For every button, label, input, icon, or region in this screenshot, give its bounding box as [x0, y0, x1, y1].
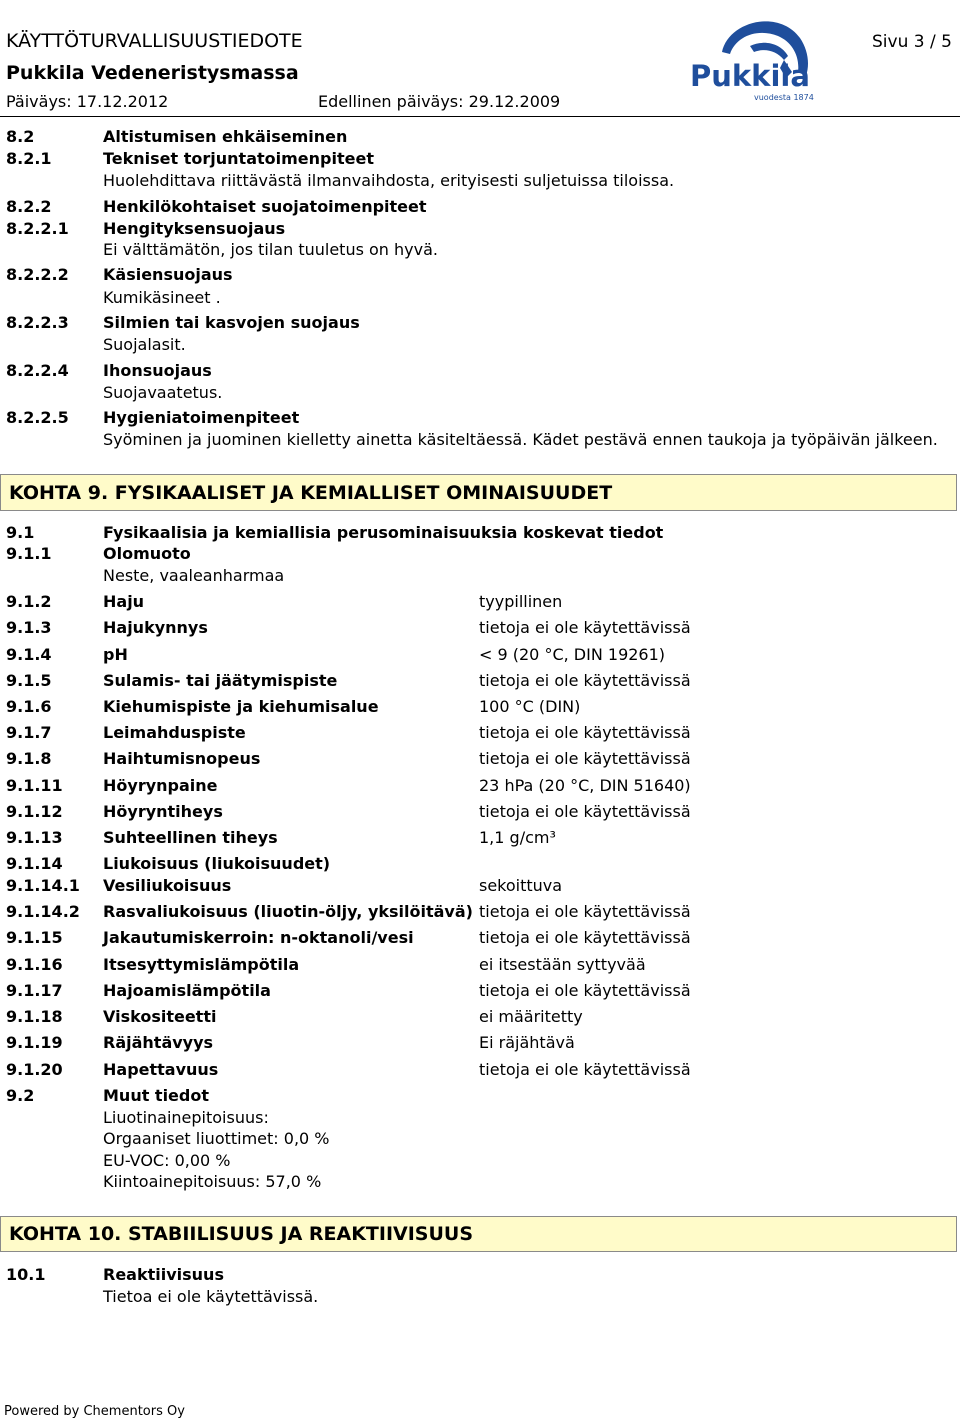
property-value: tietoja ei ole käytettävissä	[479, 981, 691, 1000]
property-value: tietoja ei ole käytettävissä	[479, 618, 691, 637]
subsection-text: Suojalasit.	[103, 335, 186, 354]
subsection-number: 8.2.2.1	[6, 219, 69, 238]
property-label: Jakautumiskerroin: n-oktanoli/vesi	[103, 928, 414, 947]
subsection-number: 8.2.1	[6, 149, 52, 168]
property-number: 9.1.11	[6, 776, 63, 795]
subsection-label: Hygieniatoimenpiteet	[103, 408, 300, 427]
property-number: 9.1.16	[6, 955, 63, 974]
section-heading: KOHTA 10. STABIILISUUS JA REAKTIIVISUUS	[9, 1223, 474, 1245]
document-title: KÄYTTÖTURVALLISUUSTIEDOTE	[6, 30, 303, 52]
property-label: Kiehumispiste ja kiehumisalue	[103, 697, 379, 716]
property-label: Höyryntiheys	[103, 802, 223, 821]
property-value: tietoja ei ole käytettävissä	[479, 671, 691, 690]
property-value: < 9 (20 °C, DIN 19261)	[479, 645, 666, 664]
property-number: 9.1.4	[6, 645, 52, 664]
property-number: 9.1.14.1	[6, 876, 80, 895]
other-info-line: Kiintoainepitoisuus: 57,0 %	[103, 1172, 322, 1191]
subsection-label: Liukoisuus (liukoisuudet)	[103, 854, 331, 873]
property-value: tyypillinen	[479, 592, 563, 611]
property-number: 9.1.8	[6, 749, 52, 768]
subsection-number: 8.2.2.5	[6, 408, 69, 427]
subsection-label: Olomuoto	[103, 544, 191, 563]
issue-date: Päiväys: 17.12.2012	[6, 92, 169, 111]
subsection-text: Neste, vaaleanharmaa	[103, 566, 285, 585]
subsection-number: 9.2	[6, 1086, 35, 1105]
property-value: tietoja ei ole käytettävissä	[479, 902, 691, 921]
property-label: Rasvaliukoisuus (liuotin-öljy, yksilöitävä)	[103, 902, 473, 921]
subsection-number: 9.1.14	[6, 854, 63, 873]
property-label: Itsesyttymislämpötila	[103, 955, 300, 974]
other-info-line: Liuotinainepitoisuus:	[103, 1108, 269, 1127]
property-number: 9.1.14.2	[6, 902, 80, 921]
section-10-heading-box	[0, 1216, 957, 1252]
property-label: Leimahduspiste	[103, 723, 246, 742]
goat-logo-icon	[688, 12, 814, 104]
subsection-text: Huolehdittava riittävästä ilmanvaihdosta, erityisesti suljetuissa tiloissa.	[103, 171, 675, 190]
header-divider	[0, 116, 960, 117]
property-number: 9.1.18	[6, 1007, 63, 1026]
previous-date: Edellinen päiväys: 29.12.2009	[318, 92, 561, 111]
property-value: tietoja ei ole käytettävissä	[479, 1060, 691, 1079]
property-value: Ei räjähtävä	[479, 1033, 575, 1052]
property-number: 9.1.12	[6, 802, 63, 821]
property-number: 9.1.5	[6, 671, 52, 690]
subsection-label: Reaktiivisuus	[103, 1265, 224, 1284]
logo-wordmark: Pukkila	[690, 59, 810, 93]
property-label: Viskositeetti	[103, 1007, 217, 1026]
subsection-label: Altistumisen ehkäiseminen	[103, 127, 348, 146]
property-label: Hajukynnys	[103, 618, 208, 637]
property-value: tietoja ei ole käytettävissä	[479, 928, 691, 947]
property-value: ei määritetty	[479, 1007, 583, 1026]
company-name: Pukkila Vedeneristysmassa	[6, 62, 299, 84]
subsection-label: Henkilökohtaiset suojatoimenpiteet	[103, 197, 427, 216]
logo-tagline: vuodesta 1874	[754, 93, 814, 102]
property-label: Hajoamislämpötila	[103, 981, 271, 1000]
property-label: pH	[103, 645, 128, 664]
property-label: Vesiliukoisuus	[103, 876, 232, 895]
property-number: 9.1.13	[6, 828, 63, 847]
property-value: tietoja ei ole käytettävissä	[479, 802, 691, 821]
property-label: Hapettavuus	[103, 1060, 219, 1079]
footer-credit: Powered by Chementors Oy	[4, 1404, 185, 1419]
subsection-text: Suojavaatetus.	[103, 383, 223, 402]
subsection-number: 8.2.2.2	[6, 265, 69, 284]
property-value: ei itsestään syttyvää	[479, 955, 646, 974]
subsection-number: 9.1	[6, 523, 35, 542]
property-number: 9.1.6	[6, 697, 52, 716]
subsection-text: Kumikäsineet .	[103, 288, 221, 307]
property-label: Haju	[103, 592, 145, 611]
property-label: Sulamis- tai jäätymispiste	[103, 671, 338, 690]
subsection-number: 8.2.2	[6, 197, 52, 216]
property-number: 9.1.15	[6, 928, 63, 947]
subsection-number: 10.1	[6, 1265, 46, 1284]
property-value: sekoittuva	[479, 876, 563, 895]
property-number: 9.1.2	[6, 592, 52, 611]
property-label: Höyrynpaine	[103, 776, 218, 795]
property-label: Räjähtävyys	[103, 1033, 214, 1052]
section-9-heading-box	[0, 474, 957, 511]
other-info-line: EU-VOC: 0,00 %	[103, 1151, 231, 1170]
property-value: tietoja ei ole käytettävissä	[479, 723, 691, 742]
section-heading: KOHTA 9. FYSIKAALISET JA KEMIALLISET OMINAISUUDET	[9, 482, 613, 504]
property-number: 9.1.7	[6, 723, 52, 742]
property-number: 9.1.3	[6, 618, 52, 637]
subsection-text: Tietoa ei ole käytettävissä.	[103, 1287, 319, 1306]
property-number: 9.1.17	[6, 981, 63, 1000]
subsection-label: Tekniset torjuntatoimenpiteet	[103, 149, 374, 168]
property-value: 100 °C (DIN)	[479, 697, 581, 716]
property-number: 9.1.19	[6, 1033, 63, 1052]
subsection-number: 8.2.2.4	[6, 361, 69, 380]
property-value: 1,1 g/cm³	[479, 828, 556, 847]
subsection-label: Käsiensuojaus	[103, 265, 233, 284]
property-label: Haihtumisnopeus	[103, 749, 261, 768]
subsection-label: Ihonsuojaus	[103, 361, 212, 380]
subsection-number: 8.2	[6, 127, 35, 146]
page-number: Sivu 3 / 5	[872, 32, 952, 52]
other-info-line: Orgaaniset liuottimet: 0,0 %	[103, 1129, 330, 1148]
subsection-label: Hengityksensuojaus	[103, 219, 286, 238]
subsection-label: Muut tiedot	[103, 1086, 209, 1105]
property-label: Suhteellinen tiheys	[103, 828, 278, 847]
subsection-label: Fysikaalisia ja kemiallisia perusominaisuuksia koskevat tiedot	[103, 523, 664, 542]
property-number: 9.1.20	[6, 1060, 63, 1079]
property-value: 23 hPa (20 °C, DIN 51640)	[479, 776, 691, 795]
property-value: tietoja ei ole käytettävissä	[479, 749, 691, 768]
pukkila-logo	[688, 12, 814, 104]
subsection-text: Syöminen ja juominen kielletty ainetta käsiteltäessä. Kädet pestävä ennen taukoja ja työpäivän jälkeen.	[103, 430, 938, 449]
subsection-number: 8.2.2.3	[6, 313, 69, 332]
subsection-number: 9.1.1	[6, 544, 52, 563]
subsection-text: Ei välttämätön, jos tilan tuuletus on hyvä.	[103, 240, 438, 259]
subsection-label: Silmien tai kasvojen suojaus	[103, 313, 360, 332]
